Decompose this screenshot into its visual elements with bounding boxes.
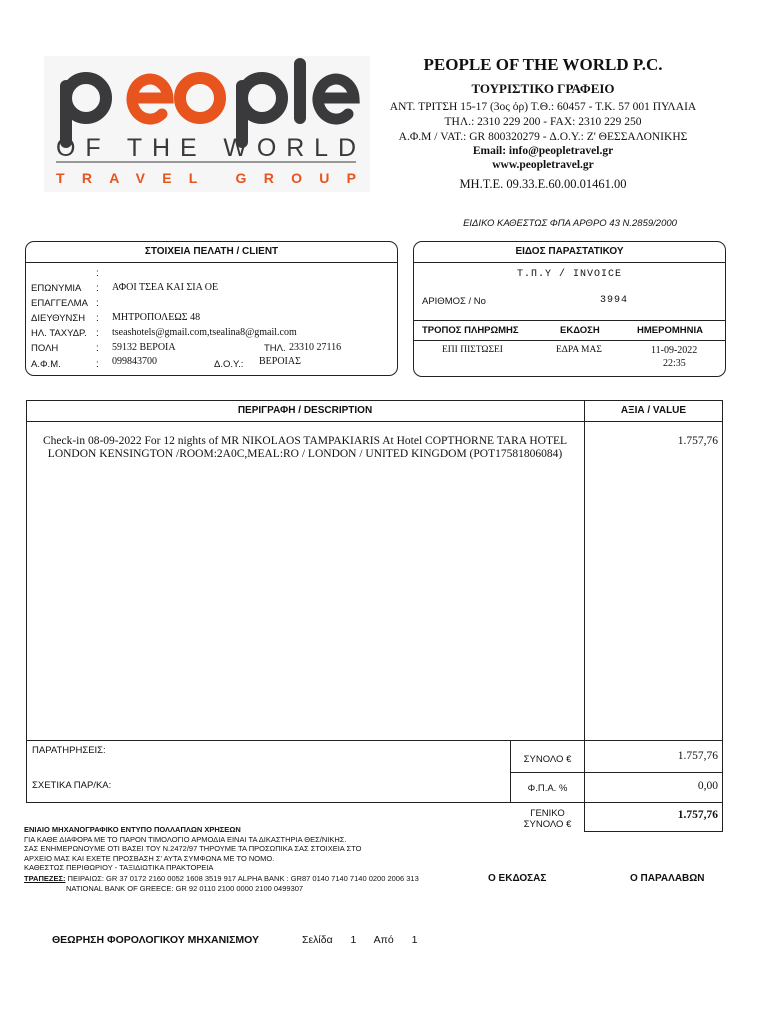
bank-line: ΠΕΙΡΑΙΩΣ: GR 37 0172 2160 0052 1608 3519 917 ALPHA BANK : GR87 0140 7140 7140 0200 2006 313 — [67, 874, 419, 883]
bank-line: NATIONAL BANK OF GREECE: GR 92 0110 2100 0000 2100 0499307 — [66, 883, 304, 893]
client-city: 59132 ΒΕΡΟΙΑ — [112, 342, 176, 353]
client-colon: : — [96, 343, 99, 354]
issue-date: 11-09-2022 — [651, 345, 698, 356]
document-number-label: ΑΡΙΘΜΟΣ / No — [422, 296, 486, 307]
logo-tagline: OF THE WORLD — [56, 134, 356, 162]
vat-status: ΕΙΔΙΚΟ ΚΑΘΕΣΤΩΣ ΦΠΑ ΑΡΘΡΟ 43 Ν.2859/2000 — [463, 218, 677, 229]
vat-value: 0,00 — [697, 780, 718, 792]
client-email-label: ΗΛ. ΤΑΧΥΔΡ. — [31, 328, 87, 339]
issue-place-header: ΕΚΔΟΣΗ — [560, 325, 600, 336]
company-tax: Α.Φ.Μ / VAT.: GR 800320279 - Δ.Ο.Υ.: Ζ' ΘΕΣΣΑΛΟΝΙΚΗΣ — [398, 131, 688, 143]
company-address: ΑΝΤ. ΤΡΙΤΣΗ 15-17 (3ος όρ) Τ.Θ.: 60457 - Τ.Κ. 57 001 ΠΥΛΑΙΑ — [389, 101, 697, 113]
people-logo-graphic — [44, 56, 370, 192]
banks-label: ΤΡΑΠΕΖΕΣ: — [24, 874, 66, 883]
payment-method-header: ΤΡΟΠΟΣ ΠΛΗΡΩΜΗΣ — [422, 325, 519, 336]
client-occupation-label: ΕΠΑΓΓΕΛΜΑ — [31, 298, 88, 309]
client-colon: : — [96, 268, 99, 279]
document-box — [413, 241, 726, 377]
document-type: Τ.Π.Υ / INVOICE — [516, 269, 622, 280]
issue-time: 22:35 — [663, 358, 686, 369]
receiver-signature-label: Ο ΠΑΡΑΛΑΒΩΝ — [630, 873, 705, 884]
legal-note: ΣΑΣ ΕΝΗΜΕΡΩΝΟΥΜΕ ΟΤΙ ΒΑΣΕΙ ΤΟΥ Ν.2472/97 ΤΗΡΟΥΜΕ ΤΑ ΠΡΟΣΩΠΙΚΑ ΣΑΣ ΣΤΟΙΧΕΙΑ ΣΤΟ — [24, 844, 362, 853]
client-email: tseashotels@gmail.com,tsealina8@gmail.com — [112, 327, 297, 338]
company-website: www.peopletravel.gr — [492, 159, 594, 171]
client-address: ΜΗΤΡΟΠΟΛΕΩΣ 48 — [112, 312, 201, 323]
date-header: ΗΜΕΡΟΜΗΝΙΑ — [637, 325, 703, 336]
client-colon: : — [96, 283, 99, 294]
legal-note: ΓΙΑ ΚΑΘΕ ΔΙΑΦΟΡΑ ΜΕ ΤΟ ΠΑΡΟΝ ΤΙΜΟΛΟΓΙΟ ΑΡΜΟΔΙΑ ΕΙΝΑΙ ΤΑ ΔΙΚΑΣΤΗΡΙΑ ΘΕΣ/ΝΙΚΗΣ. — [24, 834, 347, 844]
company-logo — [44, 56, 370, 192]
company-type: ΤΟΥΡΙΣΤΙΚΟ ΓΡΑΦΕΙΟ — [471, 81, 615, 96]
value-header: ΑΞΙΑ / VALUE — [620, 405, 687, 416]
logo-subtitle: TRAVEL GROUP — [56, 170, 356, 186]
vat-label: Φ.Π.Α. % — [527, 783, 568, 794]
client-name-label: ΕΠΩΝΥΜΙΑ — [31, 283, 82, 294]
issuer-signature-label: Ο ΕΚΔΟΣΑΣ — [488, 873, 547, 884]
client-doy-label: Δ.Ο.Υ.: — [214, 359, 244, 370]
client-doy: ΒΕΡΟΙΑΣ — [259, 356, 301, 367]
client-colon: : — [96, 298, 99, 309]
bank-accounts — [24, 874, 419, 893]
client-box-title: ΣΤΟΙΧΕΙΑ ΠΕΛΑΤΗ / CLIENT — [144, 246, 279, 257]
legal-note: ΑΡΧΕΙΟ ΜΑΣ ΚΑΙ ΕΧΕΤΕ ΠΡΟΣΒΑΣΗ Σ' ΑΥΤΑ ΣΥΜΦΩΝΑ ΜΕ ΤΟ ΝΟΜΟ. — [24, 853, 275, 863]
client-box — [25, 241, 398, 376]
issue-place: ΕΔΡΑ ΜΑΣ — [556, 345, 602, 355]
client-phone-label: ΤΗΛ. — [264, 343, 286, 354]
document-box-title: ΕΙΔΟΣ ΠΑΡΑΣΤΑΤΙΚΟΥ — [515, 246, 624, 257]
item-value: 1.757,76 — [677, 435, 718, 447]
company-phones: ΤΗΛ.: 2310 229 200 - FAX: 2310 229 250 — [444, 116, 642, 128]
client-address-label: ΔΙΕΥΘΥΝΣΗ — [31, 313, 86, 324]
client-colon: : — [96, 313, 99, 324]
page-count: 1 — [411, 934, 418, 946]
client-phone: 23310 27116 — [289, 342, 342, 353]
client-afm-label: Α.Φ.Μ. — [31, 359, 61, 370]
client-colon: : — [96, 328, 99, 339]
item-description-line2: LONDON KENSINGTON /ROOM:2A0C,MEAL:RO / LONDON / UNITED KINGDOM (POT17581806084) — [47, 448, 563, 460]
subtotal-label: ΣΥΝΟΛΟ € — [523, 754, 572, 765]
grand-total-label — [511, 808, 584, 830]
page-label: Σελίδα — [302, 934, 333, 946]
client-colon: : — [96, 359, 99, 370]
tax-mechanism-label: ΘΕΩΡΗΣΗ ΦΟΡΟΛΟΓΙΚΟΥ ΜΗΧΑΝΙΣΜΟΥ — [52, 934, 260, 946]
client-name: ΑΦΟΙ ΤΣΕΑ ΚΑΙ ΣΙΑ ΟΕ — [112, 282, 219, 293]
item-description-line1: Check-in 08-09-2022 For 12 nights of MR NIKOLAOS TAMPAKIARIS At Hotel COPTHORNE TARA HOTEL — [42, 435, 568, 447]
company-email: Email: info@peopletravel.gr — [472, 145, 614, 157]
company-registry: ΜΗ.Τ.Ε. 09.33.Ε.60.00.01461.00 — [459, 177, 627, 191]
legal-note: ΚΑΘΕΣΤΩΣ ΠΕΡΙΘΩΡΙΟΥ - ΤΑΞΙΔΙΩΤΙΚΑ ΠΡΑΚΤΟΡΕΙΑ — [24, 863, 214, 872]
document-number: 3994 — [600, 295, 629, 306]
company-name: PEOPLE OF THE WORLD P.C. — [423, 55, 663, 74]
client-city-label: ΠΟΛΗ — [31, 343, 59, 354]
client-afm: 099843700 — [112, 356, 157, 367]
payment-method: ΕΠΙ ΠΙΣΤΩΣΕΙ — [442, 345, 503, 355]
related-docs-label: ΣΧΕΤΙΚΑ ΠΑΡ/ΚΑ: — [32, 780, 112, 791]
grand-total-label-line1: ΓΕΝΙΚΟ — [530, 808, 565, 819]
page-indicator — [302, 934, 417, 946]
table-row — [26, 435, 584, 461]
legal-notes — [24, 825, 361, 873]
grand-total-label-line2: ΣΥΝΟΛΟ € — [523, 819, 572, 830]
grand-total-value: 1.757,76 — [677, 809, 718, 821]
items-table — [26, 400, 723, 832]
remarks-label: ΠΑΡΑΤΗΡΗΣΕΙΣ: — [32, 745, 106, 756]
form-title: ΕΝΙΑΙΟ ΜΗΧΑΝΟΓΡΑΦΙΚΟ ΕΝΤΥΠΟ ΠΟΛΛΑΠΛΩΝ ΧΡΗΣΕΩΝ — [24, 825, 241, 834]
subtotal-value: 1.757,76 — [677, 750, 718, 762]
page-number: 1 — [350, 934, 357, 946]
description-header: ΠΕΡΙΓΡΑΦΗ / DESCRIPTION — [237, 405, 373, 416]
of-label: Από — [373, 934, 394, 946]
